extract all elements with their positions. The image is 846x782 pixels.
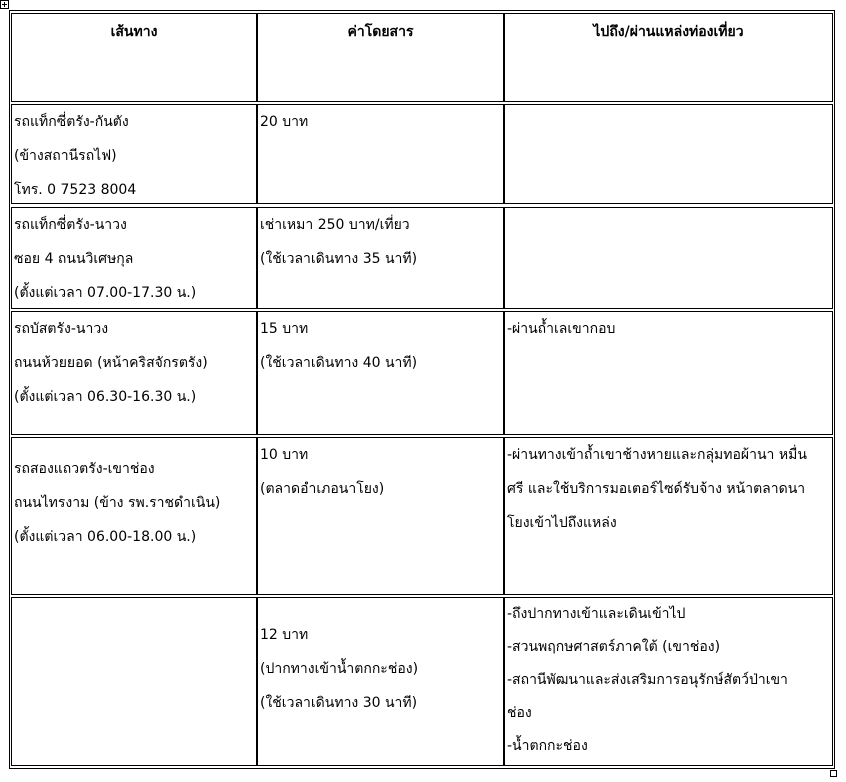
row1-route-cell <box>11 104 257 204</box>
row3-route-cell <box>11 311 257 435</box>
header-fare-label: ค่าโดยสาร <box>347 24 414 40</box>
row4-attraction-line: -ผ่านทางเข้าถ้ำเขาช้างหายและกลุ่มทอผ้านา หมื่น <box>507 447 807 463</box>
row4-route-line: (ตั้งแต่เวลา 06.00-18.00 น.) <box>14 529 197 545</box>
row5-attraction-line: -สถานีพัฒนาและส่งเสริมการอนุรักษ์สัตว์ป่าเขา <box>507 672 788 688</box>
row1-route-line: โทร. 0 7523 8004 <box>14 182 137 198</box>
row2-fare-line: เช่าเหมา 250 บาท/เที่ยว <box>260 217 410 233</box>
row5-attraction-line: -น้ำตกกะช่อง <box>507 738 588 754</box>
table-move-handle[interactable] <box>0 0 9 9</box>
row5-route-cell <box>11 597 257 766</box>
row1-fare-cell <box>257 104 504 204</box>
row1-attractions-cell <box>504 104 833 204</box>
row4-route-line: รถสองแถวตรัง-เขาช่อง <box>14 461 155 477</box>
row5-attraction-line: -สวนพฤกษศาสตร์ภาคใต้ (เขาช่อง) <box>507 639 721 655</box>
row4-fare-line: (ตลาดอำเภอนาโยง) <box>260 481 385 497</box>
row5-attraction-line: ช่อง <box>507 705 532 721</box>
row5-attraction-line: -ถึงปากทางเข้าและเดินเข้าไป <box>507 606 686 622</box>
row3-attraction-line: -ผ่านถ้ำเลเขากอบ <box>507 321 616 337</box>
row4-attraction-line: โยงเข้าไปถึงแหล่ง <box>507 515 617 531</box>
row3-attractions-cell <box>504 311 833 435</box>
row1-fare-line: 20 บาท <box>260 114 309 130</box>
row3-route-line: รถบัสตรัง-นาวง <box>14 321 109 337</box>
header-route-label: เส้นทาง <box>110 24 158 40</box>
row3-fare-line: 15 บาท <box>260 321 309 337</box>
row3-route-line: (ตั้งแต่เวลา 06.30-16.30 น.) <box>14 389 197 405</box>
row2-route-line: (ตั้งแต่เวลา 07.00-17.30 น.) <box>14 285 197 301</box>
row4-route-cell <box>11 437 257 595</box>
row4-route-line: ถนนไทรงาม (ข้าง รพ.ราชดำเนิน) <box>14 495 221 511</box>
row1-route-line: (ข้างสถานีรถไฟ) <box>14 148 117 164</box>
header-route <box>11 13 257 102</box>
row1-route-line: รถแท็กซี่ตรัง-กันตัง <box>14 114 129 130</box>
row2-route-line: ซอย 4 ถนนวิเศษกุล <box>14 251 134 267</box>
row2-attractions-cell <box>504 207 833 309</box>
header-fare <box>257 13 504 102</box>
row2-fare-cell <box>257 207 504 309</box>
row3-fare-line: (ใช้เวลาเดินทาง 40 นาที) <box>260 355 418 371</box>
row5-fare-line: 12 บาท <box>260 627 309 643</box>
row4-fare-line: 10 บาท <box>260 447 309 463</box>
row4-attraction-line: ศรี และใช้บริการมอเตอร์ไซด์รับจ้าง หน้าตลาดนา <box>507 481 806 497</box>
header-attractions <box>504 13 833 102</box>
row4-fare-cell <box>257 437 504 595</box>
row4-attractions-cell <box>504 437 833 595</box>
row5-fare-cell <box>257 597 504 766</box>
row2-fare-line: (ใช้เวลาเดินทาง 35 นาที) <box>260 251 418 267</box>
table-resize-handle[interactable] <box>830 770 837 777</box>
row5-fare-line: (ปากทางเข้าน้ำตกกะช่อง) <box>260 661 419 677</box>
header-attractions-label: ไปถึง/ผ่านแหล่งท่องเที่ยว <box>593 24 744 40</box>
row3-route-line: ถนนห้วยยอด (หน้าคริสจักรตรัง) <box>14 355 208 371</box>
row5-fare-line: (ใช้เวลาเดินทาง 30 นาที) <box>260 695 418 711</box>
row2-route-cell <box>11 207 257 309</box>
row5-attractions-cell <box>504 597 833 766</box>
row3-fare-cell <box>257 311 504 435</box>
row2-route-line: รถแท็กซี่ตรัง-นาวง <box>14 217 127 233</box>
